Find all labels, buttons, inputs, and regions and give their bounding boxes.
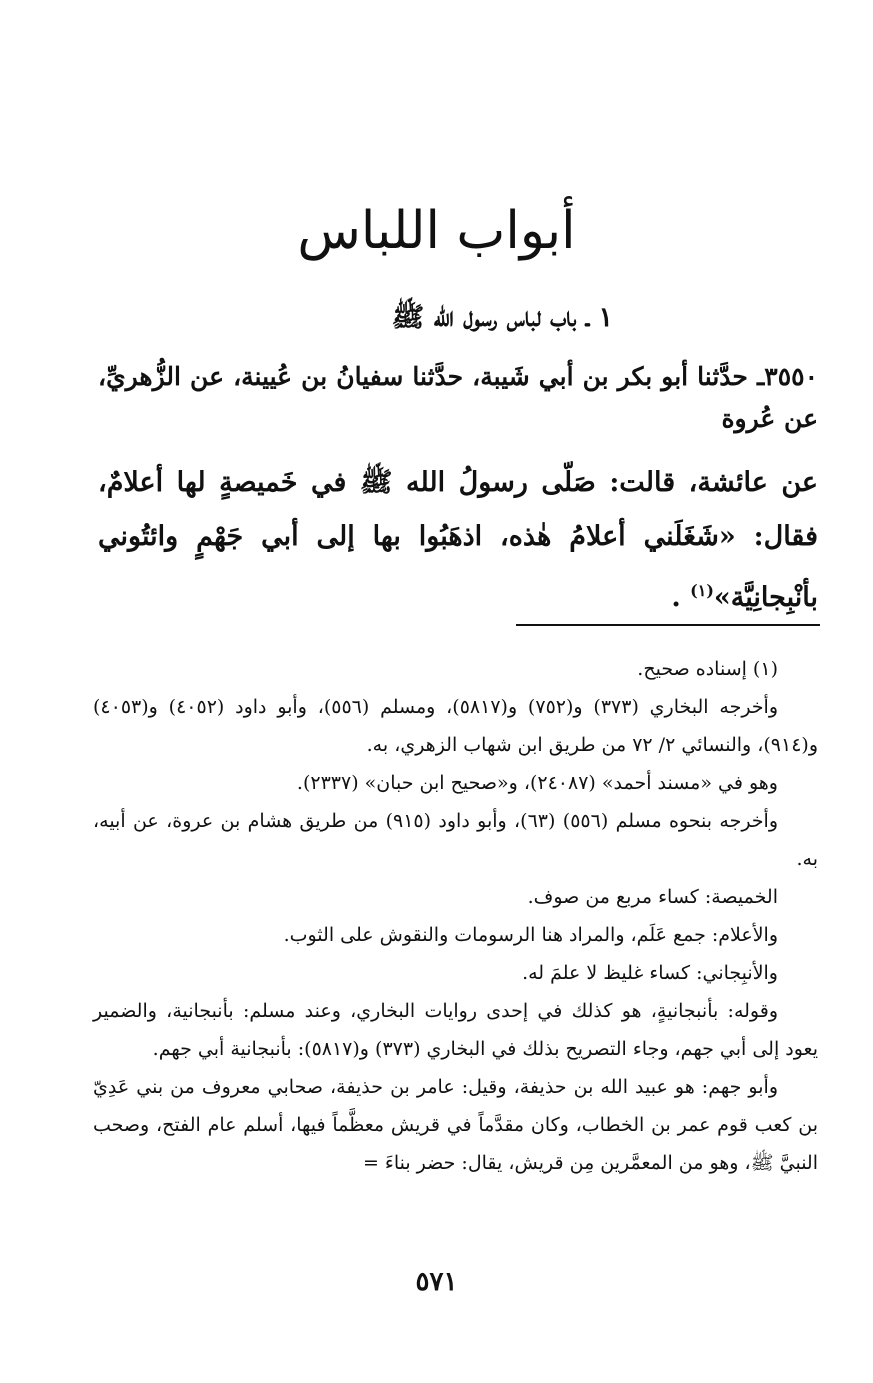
footnote-line: وأخرجه بنحوه مسلم (٥٥٦) (٦٣)، وأبو داود (٩١٥) من طريق هشام بن عروة، عن أبيه، به. [93,810,818,870]
footnotes [93,650,818,1182]
footnote-line: الخميصة: كساء مربع من صوف. [527,886,778,908]
hadith-isnad: ٣٥٥٠ـ حدَّثنا أبو بكر بن أبي شَيبة، حدَّثنا سفيانُ بن عُيينة، عن الزُّهريِّ، عن عُروة [98,362,818,433]
footnote-line: وأبو جهم: هو عبيد الله بن حذيفة، وقيل: عامر بن حذيفة، صحابي معروف من بني عَدِيّ بن كعب قوم عمر بن الخطاب، وكان مقدَّماً في قريش معظَّماً فيها، أسلم عام الفتح، وصحب النبيَّ ﷺ، وهو من المعمَّرين مِن قريش، يقال: حضر بناءَ = [93,1076,818,1174]
footnote-line: وقوله: بأنبجانيةٍ، هو كذلك في إحدى روايات البخاري، وعند مسلم: بأنبجانية، والضمير يعود إلى أبي جهم، وجاء التصريح بذلك في البخاري (٣٧٣) و(٥٨١٧): بأنبجانية أبي جهم. [93,1000,818,1060]
hadith-matn-text: عن عائشة، قالت: صَلّى رسولُ الله ﷺ في خَميصةٍ لها أعلامٌ، فقال: «شَغَلَني أعلامُ هٰذه، اذهَبُوا بها إلى أبي جَهْمٍ وائتُوني بأنْبِجانِيَّة» [98,467,818,613]
footnote-marker: (١) [690,581,714,600]
hadith-end-punct: . [671,582,681,613]
book-title: أبواب اللباس [297,201,576,261]
hadith-matn [98,456,818,625]
footnote-line: وهو في «مسند أحمد» (٢٤٠٨٧)، و«صحيح ابن حبان» (٢٣٣٧). [296,772,778,794]
footnote-line: (١) إسناده صحيح. [637,658,778,680]
page-number: ٥٧١ [415,1267,458,1297]
footnote-divider [516,624,820,626]
footnote-line: والأنبِجاني: كساء غليظ لا علمَ له. [522,962,778,984]
footnote-line: وأخرجه البخاري (٣٧٣) و(٧٥٢) و(٥٨١٧)، ومسلم (٥٥٦)، وأبو داود (٤٠٥٢) و(٤٠٥٣) و(٩١٤)، والنسائي ٢/ ٧٢ من طريق ابن شهاب الزهري، به. [93,696,818,756]
footnote-line: والأعلام: جمع عَلَم، والمراد هنا الرسومات والنقوش على الثوب. [283,924,778,946]
chapter-title: ١ ـ باب لباس رسول الله ﷺ [391,302,613,333]
